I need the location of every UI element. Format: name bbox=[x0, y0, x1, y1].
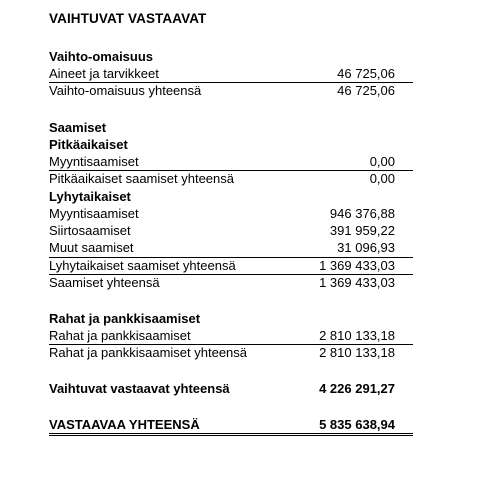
row-label: Aineet ja tarvikkeet bbox=[49, 66, 159, 81]
row-value: 5 835 638,94 bbox=[319, 417, 395, 432]
row-label: VASTAAVAA YHTEENSÄ bbox=[49, 417, 200, 432]
row-value: 2 810 133,18 bbox=[319, 345, 395, 360]
row-label: Saamiset yhteensä bbox=[49, 275, 160, 290]
subsection-heading-short-term bbox=[49, 189, 413, 205]
row-label: Vaihto-omaisuus yhteensä bbox=[49, 83, 202, 98]
section-heading-receivables bbox=[49, 120, 413, 136]
row-label: Siirtosaamiset bbox=[49, 223, 131, 238]
table-row bbox=[49, 328, 413, 344]
row-value: 46 725,06 bbox=[337, 66, 395, 81]
section-heading-cash bbox=[49, 311, 413, 327]
table-row bbox=[49, 154, 413, 170]
row-label: Muut saamiset bbox=[49, 240, 134, 255]
row-value: 391 959,22 bbox=[329, 223, 395, 238]
row-value: 0,00 bbox=[369, 171, 395, 186]
subsection-heading-label: Lyhytaikaiset bbox=[49, 189, 131, 204]
row-label: Lyhytaikaiset saamiset yhteensä bbox=[49, 258, 236, 273]
row-label: Vaihtuvat vastaavat yhteensä bbox=[49, 381, 230, 396]
table-row bbox=[49, 223, 413, 239]
row-label: Rahat ja pankkisaamiset bbox=[49, 328, 191, 343]
total-row bbox=[49, 171, 413, 187]
row-value: 2 810 133,18 bbox=[319, 328, 395, 343]
row-label: Myyntisaamiset bbox=[49, 154, 139, 169]
total-row bbox=[49, 275, 413, 291]
row-value: 1 369 433,03 bbox=[319, 258, 395, 273]
page-title: VAIHTUVAT VASTAAVAT bbox=[49, 11, 207, 26]
current-assets-total-row bbox=[49, 381, 413, 397]
row-value: 946 376,88 bbox=[329, 206, 395, 221]
subsection-heading-label: Pitkäaikaiset bbox=[49, 137, 128, 152]
double-underline bbox=[49, 433, 413, 436]
row-label: Pitkäaikaiset saamiset yhteensä bbox=[49, 171, 234, 186]
assets-total-row bbox=[49, 417, 413, 433]
row-value: 1 369 433,03 bbox=[319, 275, 395, 290]
total-row bbox=[49, 345, 413, 361]
table-row bbox=[49, 240, 413, 256]
table-row bbox=[49, 66, 413, 82]
row-label: Rahat ja pankkisaamiset yhteensä bbox=[49, 345, 248, 360]
row-value: 0,00 bbox=[369, 154, 395, 169]
subsection-heading-long-term bbox=[49, 137, 413, 153]
section-heading-label: Rahat ja pankkisaamiset bbox=[49, 311, 201, 326]
section-heading-inventory bbox=[49, 49, 413, 65]
row-value: 46 725,06 bbox=[337, 83, 395, 98]
section-heading-label: Vaihto-omaisuus bbox=[49, 49, 154, 64]
row-label: Myyntisaamiset bbox=[49, 206, 139, 221]
table-row bbox=[49, 206, 413, 222]
section-heading-label: Saamiset bbox=[49, 120, 107, 135]
row-value: 4 226 291,27 bbox=[319, 381, 395, 396]
total-row bbox=[49, 83, 413, 99]
row-value: 31 096,93 bbox=[337, 240, 395, 255]
total-row bbox=[49, 258, 413, 274]
